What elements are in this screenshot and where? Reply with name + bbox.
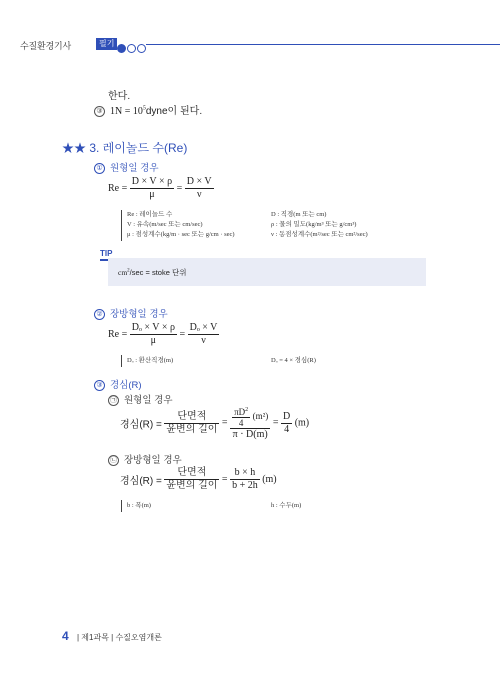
legend-item: μ : 점성계수(kg/m · sec 또는 g/cm · sec) — [127, 231, 235, 238]
header-dots-icon — [117, 39, 147, 49]
radius-sub1-heading — [108, 392, 173, 406]
circle-heading — [94, 160, 159, 174]
radius-title: 경심(R) — [110, 380, 142, 391]
radius-sub2-heading — [108, 452, 182, 466]
tip-text — [118, 267, 186, 278]
denominator: 윤변의 길이 — [166, 423, 218, 435]
item-number: ㉡ — [110, 457, 117, 464]
header-title: 수질환경기사 — [20, 41, 71, 51]
item-number: ③ — [94, 380, 105, 391]
fraction — [164, 411, 219, 436]
unit: (m) — [262, 474, 277, 485]
inner-numerator — [232, 405, 250, 418]
legend-bracket — [121, 210, 122, 241]
intro-item3-b: dyne이 된다. — [145, 106, 203, 117]
section-title-text: 3. 레이놀드 수(Re) — [89, 141, 188, 155]
fraction — [130, 176, 174, 201]
legend-item: V : 유속(m/sec 또는 cm/sec) — [127, 221, 203, 228]
page-number: 4 — [62, 629, 69, 643]
unit: (m²) — [252, 410, 269, 421]
legend-item: D : 직경(m 또는 cm) — [271, 211, 327, 218]
eq-lhs: Re = — [108, 183, 128, 194]
fraction — [281, 411, 292, 436]
legend-bracket — [121, 500, 122, 512]
reynolds-equation-rect — [108, 322, 219, 347]
rect-title: 장방형일 경우 — [110, 309, 168, 320]
numerator — [230, 405, 270, 429]
radius-legend-left: b : 폭(m) — [127, 502, 151, 509]
eq-equals: = — [179, 329, 186, 340]
legend-item: ρ : 물의 밀도(kg/m³ 또는 g/cm³) — [271, 221, 357, 228]
tip-box — [108, 258, 426, 286]
fraction — [185, 176, 214, 201]
intro-item3-sup: 5 — [142, 105, 146, 112]
intro-item-3 — [94, 102, 202, 117]
star-icons: ★★ — [62, 141, 87, 155]
exponent: 2 — [245, 407, 249, 413]
item-number: ㉠ — [110, 397, 117, 404]
denominator: 윤변의 길이 — [166, 480, 218, 491]
denominator: μ — [150, 335, 157, 346]
radius-equation-rect — [120, 467, 277, 492]
numerator: 단면적 — [164, 411, 219, 424]
fraction — [230, 405, 270, 441]
radius-legend-right: h : 수두(m) — [271, 502, 302, 509]
tip-text-sup: 2 — [127, 268, 130, 274]
tip-text-a: cm — [118, 268, 128, 277]
eq-equals: = — [176, 183, 183, 194]
eq-lhs: 경심(R) = — [120, 476, 162, 487]
radius-sub2-title: 장방형일 경우 — [124, 455, 182, 466]
fraction — [164, 467, 219, 492]
denominator: μ — [149, 189, 155, 200]
footer-text: | 제1과목 | 수질오염개론 — [77, 633, 162, 642]
radius-heading — [94, 377, 142, 391]
numerator: b × h — [230, 467, 260, 480]
circle-title: 원형일 경우 — [110, 163, 159, 174]
denominator: b + 2h — [232, 480, 258, 491]
intro-item3-a: 1N = 10 — [110, 106, 143, 117]
numerator: Dₒ × V × ρ — [131, 322, 175, 333]
numerator: 단면적 — [164, 467, 219, 480]
eq-equals: = — [221, 417, 228, 429]
fraction — [230, 467, 260, 492]
legend-left — [127, 210, 235, 240]
denominator: ν — [196, 189, 202, 200]
item-number: ① — [94, 163, 105, 174]
item-number: ② — [94, 309, 105, 320]
numerator: D × V × ρ — [131, 176, 173, 187]
header-rule — [146, 44, 500, 45]
header-badge: 필기 — [96, 38, 117, 50]
legend-bracket — [121, 355, 122, 367]
unit: (m) — [294, 417, 310, 429]
eq-lhs: Re = — [108, 329, 128, 340]
fraction — [188, 322, 220, 347]
pi-d: πD — [234, 407, 246, 417]
rect-heading — [94, 306, 168, 320]
eq-equals: = — [272, 417, 279, 429]
legend-item: Re : 레이놀드 수 — [127, 211, 173, 218]
eq-equals: = — [221, 474, 228, 485]
section-title — [62, 139, 187, 156]
radius-equation-circle — [120, 405, 309, 441]
rect-legend-left: Dₒ : 환산직경(m) — [127, 357, 174, 364]
denominator: 4 — [284, 423, 290, 435]
item-number: ③ — [94, 106, 105, 117]
reynolds-equation-circle — [108, 176, 214, 201]
numerator: D — [282, 410, 291, 422]
legend-item: ν : 동점성계수(m²/sec 또는 cm²/sec) — [271, 231, 368, 238]
legend-right — [271, 210, 368, 240]
denominator: π · D(m) — [232, 429, 268, 440]
denominator: ν — [201, 335, 206, 346]
intro-line: 한다. — [108, 91, 131, 102]
eq-lhs: 경심(R) = — [120, 419, 162, 431]
tip-label: TIP — [100, 249, 112, 261]
numerator: Dₒ × V — [189, 322, 218, 333]
fraction — [130, 322, 177, 347]
numerator: D × V — [186, 176, 212, 187]
radius-sub1-title: 원형일 경우 — [124, 395, 173, 406]
rect-legend-right: Dₒ = 4 × 경심(R) — [271, 357, 316, 364]
inner-fraction — [232, 405, 250, 428]
tip-text-b: /sec = stoke 단위 — [129, 268, 187, 277]
inner-denominator: 4 — [238, 418, 244, 428]
